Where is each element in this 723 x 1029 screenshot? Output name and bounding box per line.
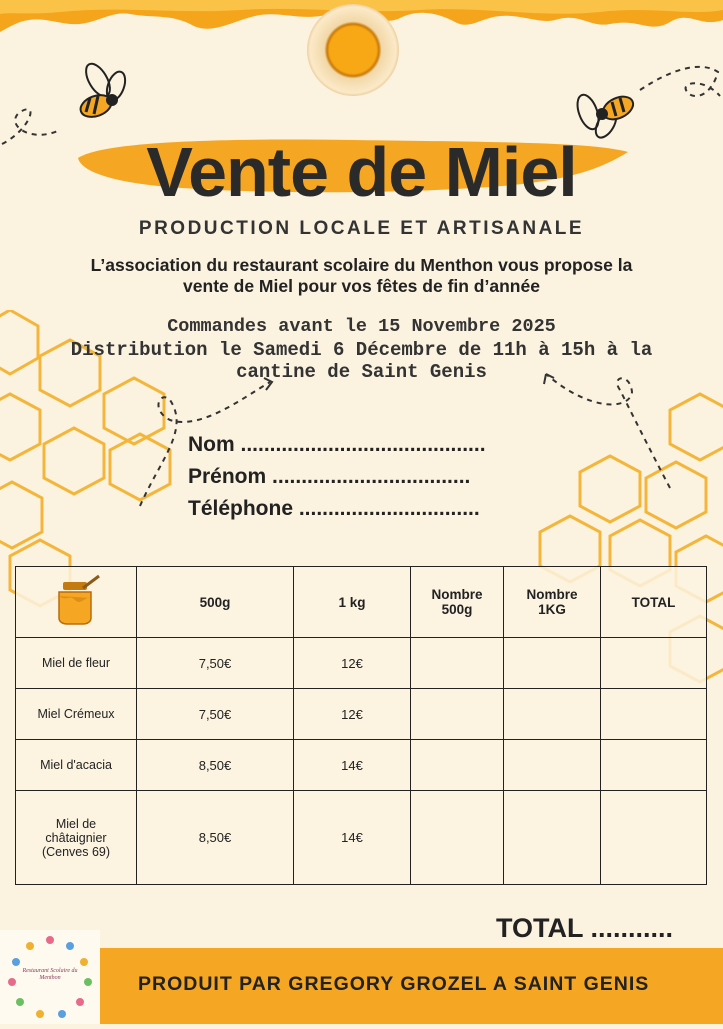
product-name: Miel Crémeux bbox=[16, 689, 137, 740]
table-row bbox=[16, 740, 707, 791]
grand-total[interactable]: TOTAL ........... bbox=[496, 913, 674, 943]
price-1kg: 14€ bbox=[294, 791, 411, 885]
price-1kg: 14€ bbox=[294, 740, 411, 791]
price-500g: 7,50€ bbox=[137, 689, 294, 740]
qty-500g-cell[interactable] bbox=[411, 791, 504, 885]
qty-1kg-cell[interactable] bbox=[504, 689, 601, 740]
price-1kg: 12€ bbox=[294, 689, 411, 740]
field-nom[interactable]: Nom .......................................... bbox=[188, 433, 486, 456]
price-500g: 7,50€ bbox=[137, 638, 294, 689]
header-nombre-1kg: Nombre 1KG bbox=[504, 567, 601, 638]
total-cell[interactable] bbox=[601, 689, 707, 740]
intro-text: L’association du restaurant scolaire du Menthon vous propose la vente de Miel pour vos fêtes de fin d’année bbox=[90, 255, 633, 296]
table-row bbox=[16, 791, 707, 885]
price-500g: 8,50€ bbox=[137, 791, 294, 885]
field-prenom[interactable]: Prénom .................................. bbox=[188, 465, 471, 488]
header-total: TOTAL bbox=[601, 567, 707, 638]
product-name: Miel de fleur bbox=[16, 638, 137, 689]
honey-jar-icon bbox=[49, 574, 103, 628]
header-500g: 500g bbox=[137, 567, 294, 638]
table-header-row bbox=[16, 567, 707, 638]
qty-500g-cell[interactable] bbox=[411, 740, 504, 791]
distribution-info: Distribution le Samedi 6 Décembre de 11h à 15h à la cantine de Saint Genis bbox=[70, 339, 653, 383]
qty-500g-cell[interactable] bbox=[411, 638, 504, 689]
total-cell[interactable] bbox=[601, 791, 707, 885]
footer-text: PRODUIT PAR GREGORY GROZEL A SAINT GENIS bbox=[138, 973, 650, 995]
price-1kg: 12€ bbox=[294, 638, 411, 689]
product-name: Miel d'acacia bbox=[16, 740, 137, 791]
price-500g: 8,50€ bbox=[137, 740, 294, 791]
qty-1kg-cell[interactable] bbox=[504, 791, 601, 885]
product-name: Miel de châtaignier (Cenves 69) bbox=[16, 791, 137, 885]
table-row bbox=[16, 689, 707, 740]
header-1kg: 1 kg bbox=[294, 567, 411, 638]
field-telephone[interactable]: Téléphone ............................... bbox=[188, 497, 480, 520]
qty-1kg-cell[interactable] bbox=[504, 638, 601, 689]
total-cell[interactable] bbox=[601, 638, 707, 689]
honey-jar-cell bbox=[16, 567, 137, 638]
page-title: Vente de Miel bbox=[146, 133, 577, 211]
school-logo bbox=[0, 930, 100, 1024]
table-row bbox=[16, 638, 707, 689]
subtitle: PRODUCTION LOCALE ET ARTISANALE bbox=[138, 218, 585, 239]
qty-1kg-cell[interactable] bbox=[504, 740, 601, 791]
logo-text: Restaurant Scolaire du Menthon bbox=[22, 968, 78, 981]
header-nombre-500g: Nombre 500g bbox=[411, 567, 504, 638]
price-table bbox=[15, 566, 707, 885]
total-cell[interactable] bbox=[601, 740, 707, 791]
qty-500g-cell[interactable] bbox=[411, 689, 504, 740]
orders-deadline: Commandes avant le 15 Novembre 2025 bbox=[167, 316, 556, 337]
